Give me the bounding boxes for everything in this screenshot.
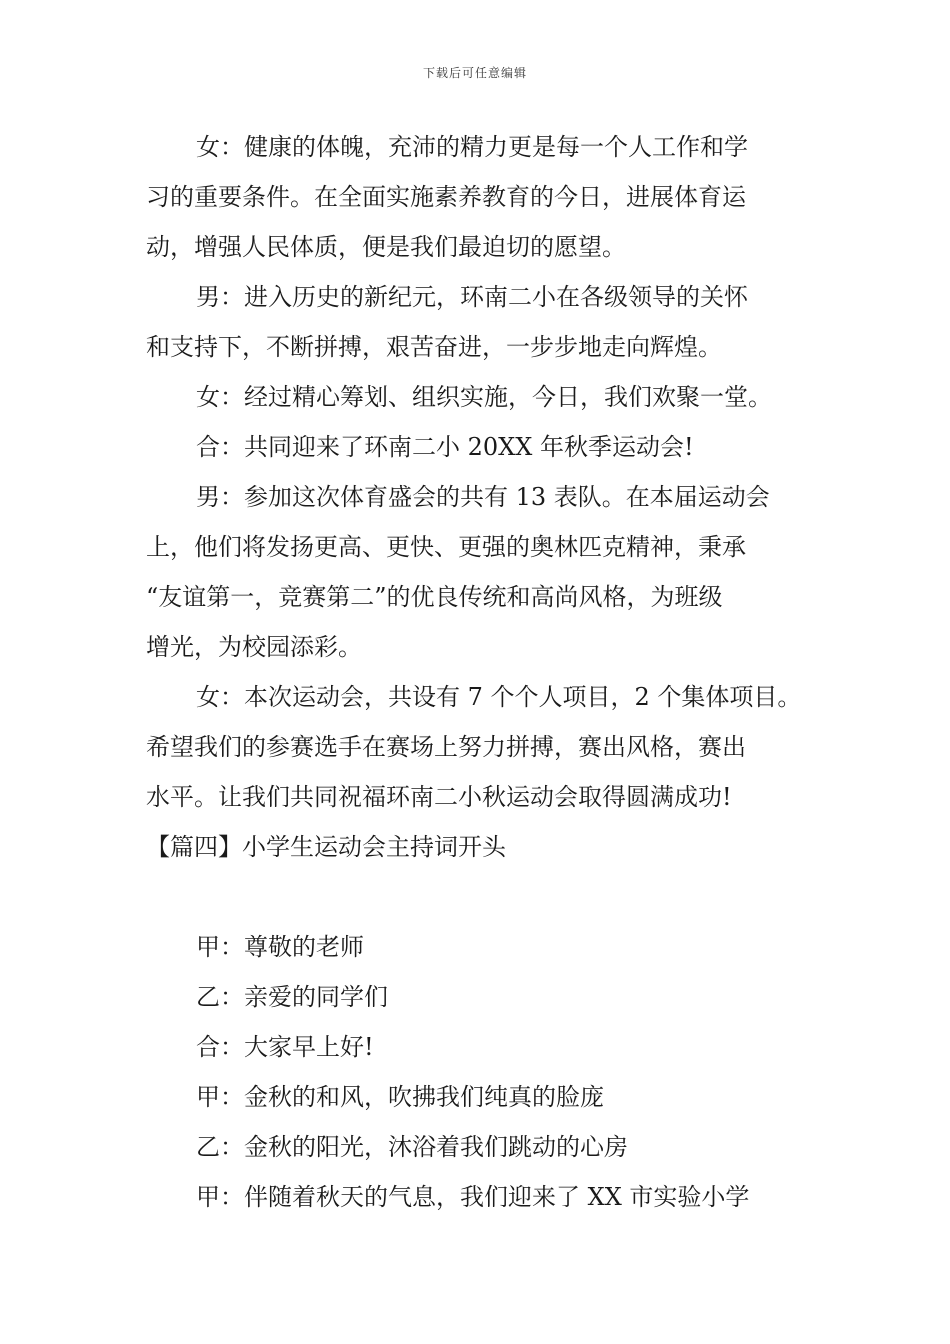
- paragraph-line: 男：进入历史的新纪元，环南二小在各级领导的关怀: [196, 283, 748, 311]
- blank-line: [146, 872, 826, 922]
- paragraph-line: 女：健康的体魄，充沛的精力更是每一个人工作和学: [196, 133, 748, 161]
- paragraph-line: 女：经过精心筹划、组织实施，今日，我们欢聚一堂。: [196, 383, 772, 411]
- dialogue-line: 甲：伴随着秋天的气息，我们迎来了 XX 市实验小学: [196, 1183, 750, 1211]
- paragraph-line: 上，他们将发扬更高、更快、更强的奥林匹克精神，秉承: [146, 533, 746, 561]
- dialogue-line: 乙：金秋的阳光，沐浴着我们跳动的心房: [196, 1133, 628, 1161]
- paragraph-line: 水平。让我们共同祝福环南二小秋运动会取得圆满成功!: [146, 783, 732, 811]
- paragraph-line: 动，增强人民体质，便是我们最迫切的愿望。: [146, 233, 626, 261]
- dialogue-line: 甲：尊敬的老师: [196, 933, 364, 961]
- document-body: [146, 122, 826, 1222]
- paragraph-line: “友谊第一，竞赛第二”的优良传统和高尚风格，为班级: [146, 583, 723, 611]
- paragraph-line: 合：共同迎来了环南二小 20XX 年秋季运动会!: [196, 433, 694, 461]
- paragraph-line: 增光，为校园添彩。: [146, 633, 362, 661]
- paragraph-line: 希望我们的参赛选手在赛场上努力拼搏，赛出风格，赛出: [146, 733, 746, 761]
- page-header: 下载后可任意编辑: [422, 66, 527, 80]
- paragraph-line: 习的重要条件。在全面实施素养教育的今日，进展体育运: [146, 183, 746, 211]
- dialogue-line: 乙：亲爱的同学们: [196, 983, 388, 1011]
- dialogue-line: 合：大家早上好!: [196, 1033, 374, 1061]
- paragraph-line: 男：参加这次体育盛会的共有 13 表队。在本届运动会: [196, 483, 770, 511]
- section-heading: 【篇四】小学生运动会主持词开头: [146, 833, 506, 861]
- dialogue-line: 甲：金秋的和风，吹拂我们纯真的脸庞: [196, 1083, 604, 1111]
- paragraph-line: 和支持下，不断拼搏，艰苦奋进，一步步地走向辉煌。: [146, 333, 722, 361]
- paragraph-line: 女：本次运动会，共设有 7 个个人项目，2 个集体项目。: [196, 683, 802, 711]
